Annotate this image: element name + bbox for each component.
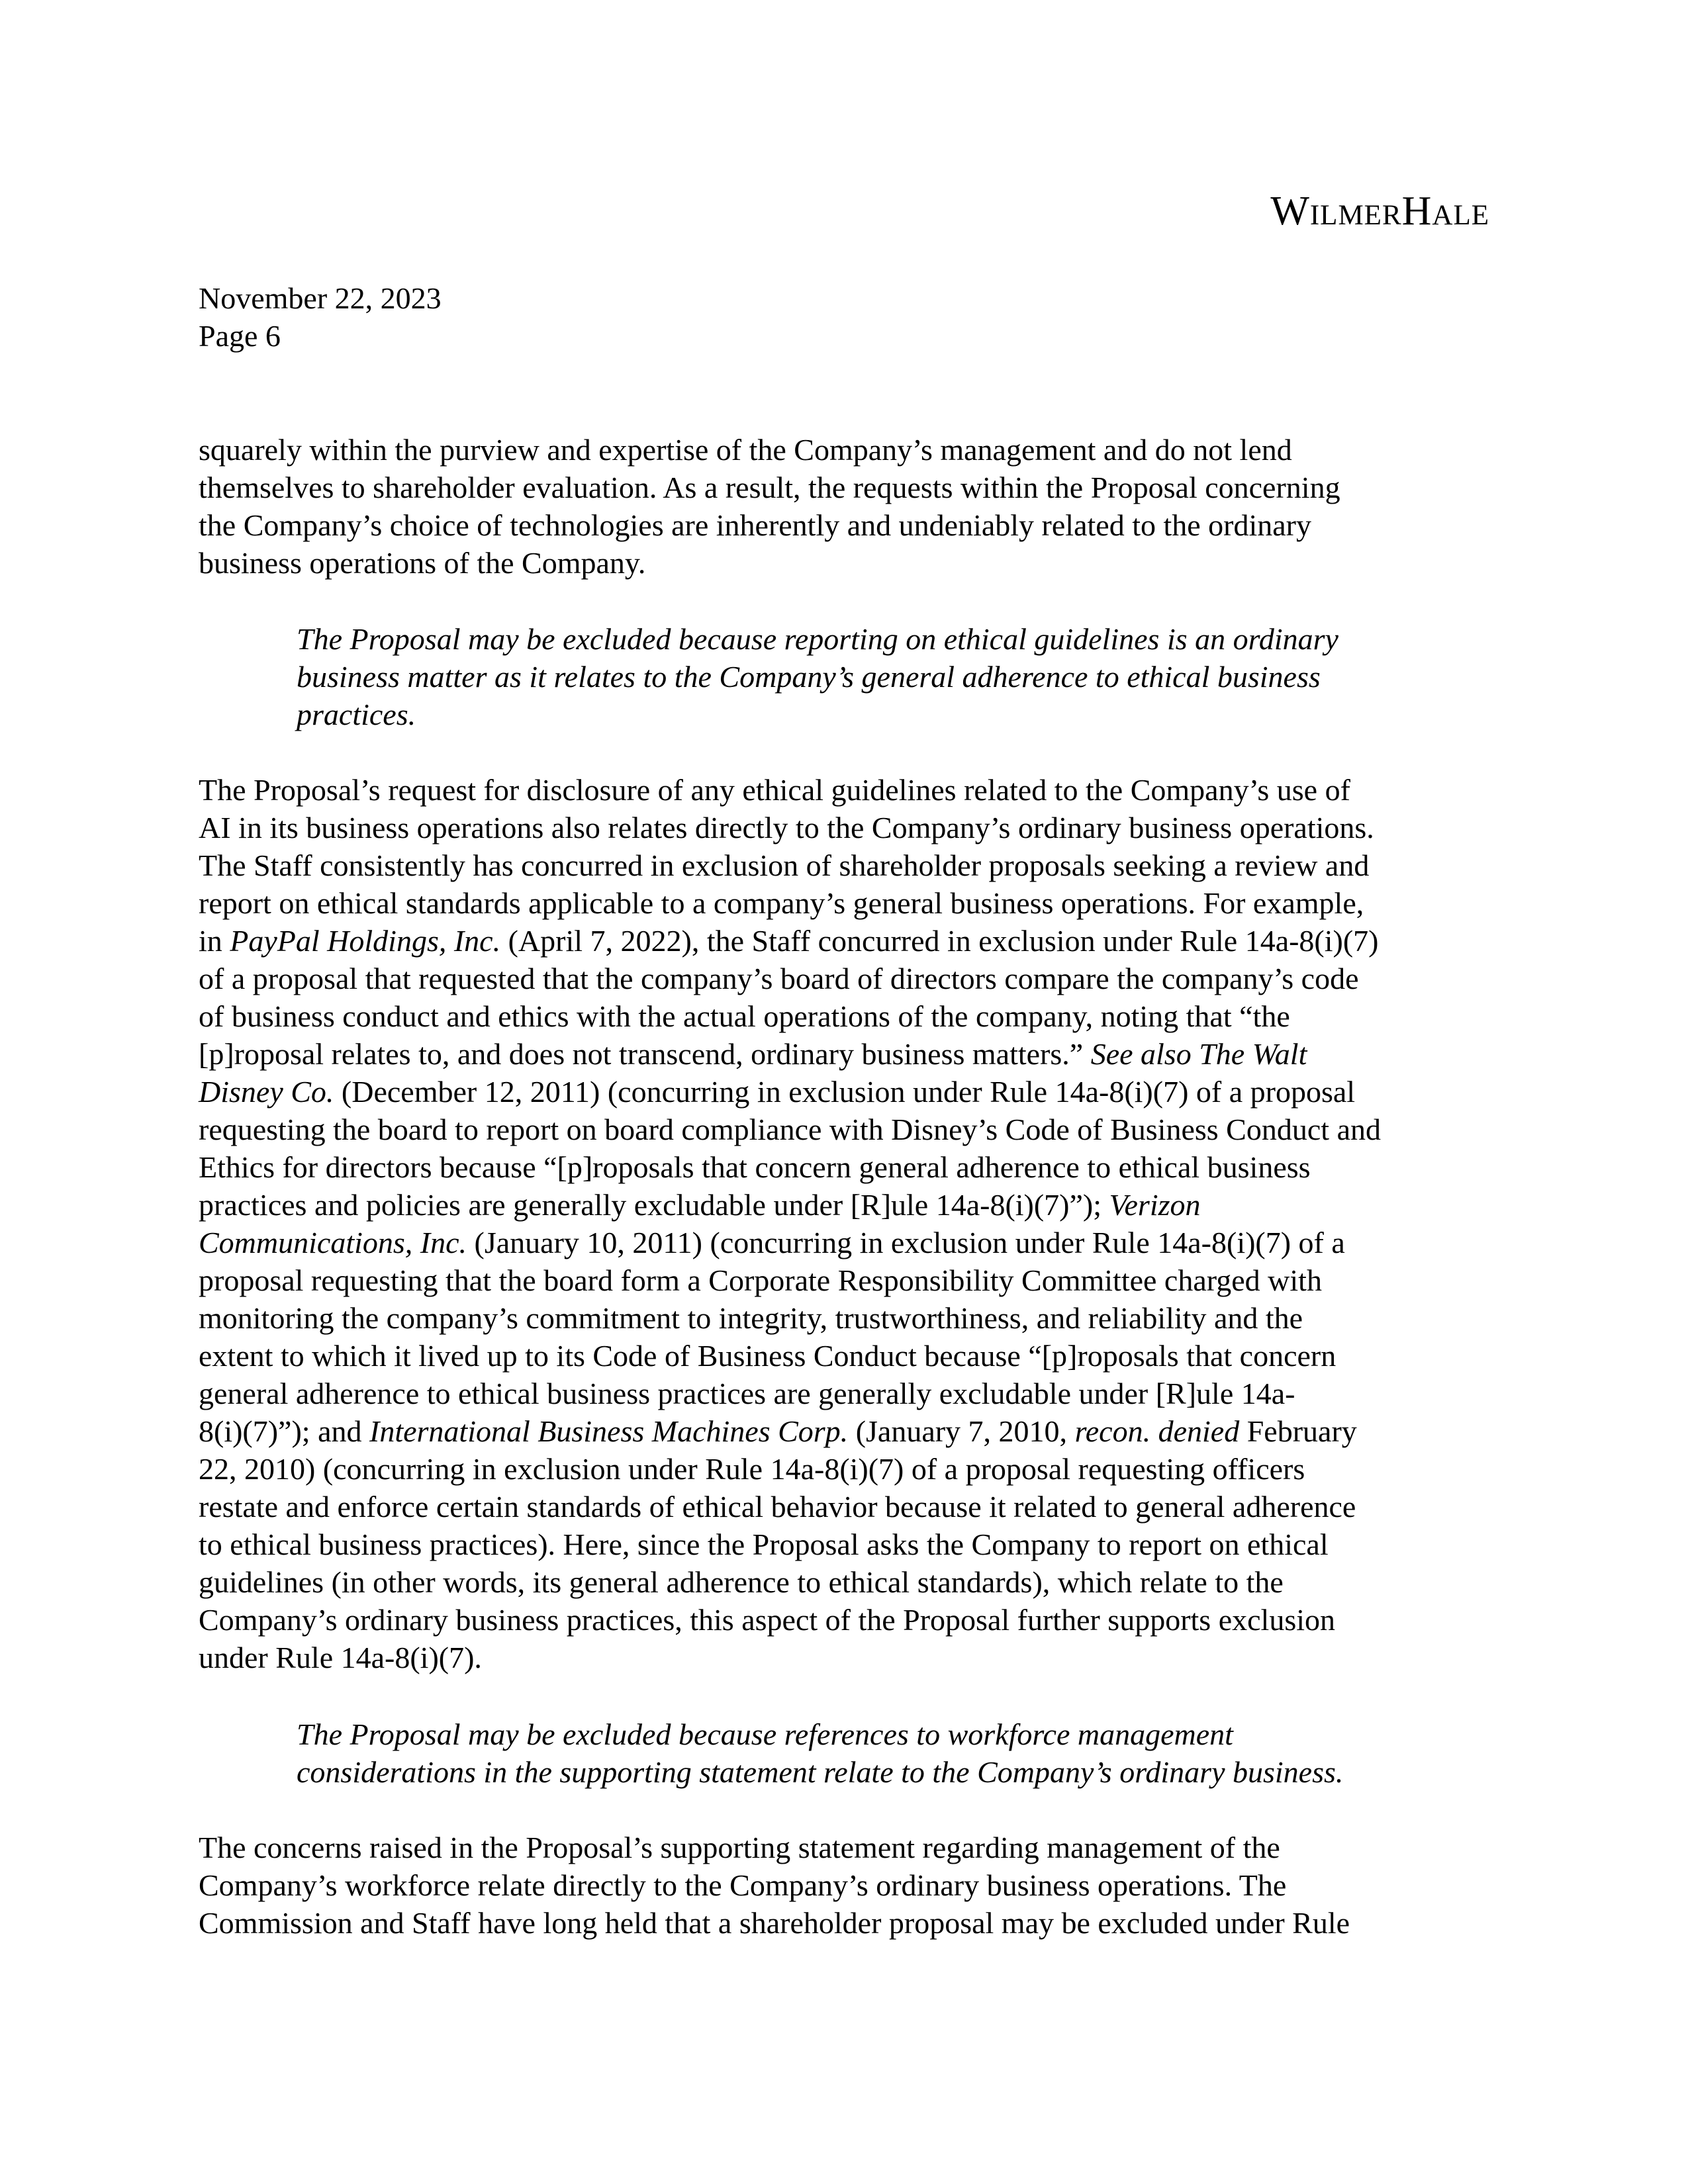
text-line: restate and enforce certain standards of ethical behavior because it related to general adherence xyxy=(199,1490,1356,1524)
text-line: The Proposal’s request for disclosure of any ethical guidelines related to the Company’s use of xyxy=(199,773,1350,807)
firm-logo: WilmerHale xyxy=(1270,189,1489,234)
text-line xyxy=(199,922,1489,960)
text-line: monitoring the company’s commitment to integrity, trustworthiness, and reliability and the xyxy=(199,1301,1303,1335)
text-line: Company’s ordinary business practices, this aspect of the Proposal further supports exclusion xyxy=(199,1603,1336,1637)
heading-line: considerations in the supporting statement relate to the Company’s ordinary business. xyxy=(297,1755,1344,1789)
text-line: of a proposal that requested that the company’s board of directors compare the company’s code xyxy=(199,962,1359,995)
text-segment: (January 10, 2011) (concurring in exclusion under Rule 14a-8(i)(7) of a xyxy=(467,1226,1345,1259)
text-line: Company’s workforce relate directly to the Company’s ordinary business operations. The xyxy=(199,1868,1287,1902)
text-line: 22, 2010) (concurring in exclusion under Rule 14a-8(i)(7) of a proposal requesting officers xyxy=(199,1452,1305,1486)
text-line: themselves to shareholder evaluation. As a result, the requests within the Proposal concerning xyxy=(199,471,1340,504)
letter-date: November 22, 2023 xyxy=(199,281,442,315)
text-line xyxy=(199,1073,1489,1111)
section-heading-ethical-guidelines xyxy=(297,620,1488,733)
paragraph-ethical-guidelines xyxy=(199,771,1489,1676)
text-segment: (April 7, 2022), the Staff concurred in exclusion under Rule 14a-8(i)(7) xyxy=(500,924,1379,958)
text-line: the Company’s choice of technologies are inherently and undeniably related to the ordinary xyxy=(199,508,1311,542)
text-line: The concerns raised in the Proposal’s supporting statement regarding management of the xyxy=(199,1831,1280,1864)
letter-header xyxy=(199,279,442,355)
paragraph-continued xyxy=(199,431,1489,582)
text-line: proposal requesting that the board form a Corporate Responsibility Committee charged with xyxy=(199,1263,1322,1297)
text-line: extent to which it lived up to its Code of Business Conduct because “[p]roposals that concern xyxy=(199,1339,1336,1373)
page-number: Page 6 xyxy=(199,319,281,353)
text-line: to ethical business practices). Here, since the Proposal asks the Company to report on ethical xyxy=(199,1527,1329,1561)
heading-line: The Proposal may be excluded because reporting on ethical guidelines is an ordinary xyxy=(297,622,1338,656)
case-citation: See also The Walt xyxy=(1090,1037,1307,1071)
case-citation: Disney Co. xyxy=(199,1075,334,1109)
citation-signal: recon. denied xyxy=(1074,1414,1240,1448)
heading-line: practices. xyxy=(297,698,416,731)
text-segment: (December 12, 2011) (concurring in exclusion under Rule 14a-8(i)(7) of a proposal xyxy=(334,1075,1356,1109)
text-line: report on ethical standards applicable to a company’s general business operations. For example, xyxy=(199,886,1364,920)
text-line xyxy=(199,1412,1489,1450)
case-citation: PayPal Holdings, Inc. xyxy=(230,924,501,958)
text-line: guidelines (in other words, its general adherence to ethical standards), which relate to the xyxy=(199,1565,1284,1599)
text-line xyxy=(199,1224,1489,1261)
text-line: general adherence to ethical business practices are generally excludable under [R]ule 14a- xyxy=(199,1377,1295,1410)
text-line: requesting the board to report on board compliance with Disney’s Code of Business Conduct and xyxy=(199,1113,1381,1146)
text-line: Commission and Staff have long held that a shareholder proposal may be excluded under Rule xyxy=(199,1906,1350,1940)
section-heading-workforce-management xyxy=(297,1715,1488,1791)
text-line: under Rule 14a-8(i)(7). xyxy=(199,1641,482,1674)
text-line: business operations of the Company. xyxy=(199,546,646,580)
paragraph-workforce-management xyxy=(199,1829,1489,1942)
text-segment: [p]roposal relates to, and does not transcend, ordinary business matters.” xyxy=(199,1037,1091,1071)
text-line xyxy=(199,1186,1489,1224)
text-segment: in xyxy=(199,924,230,958)
heading-line: business matter as it relates to the Company’s general adherence to ethical business xyxy=(297,660,1321,694)
text-line: of business conduct and ethics with the actual operations of the company, noting that “the xyxy=(199,999,1290,1033)
text-line: AI in its business operations also relates directly to the Company’s ordinary business operations. xyxy=(199,811,1374,844)
text-line: squarely within the purview and expertise of the Company’s management and do not lend xyxy=(199,433,1292,467)
text-segment: (January 7, 2010, xyxy=(848,1414,1075,1448)
heading-line: The Proposal may be excluded because references to workforce management xyxy=(297,1717,1233,1751)
case-citation: Verizon xyxy=(1109,1188,1201,1222)
text-line: The Staff consistently has concurred in exclusion of shareholder proposals seeking a review and xyxy=(199,848,1370,882)
case-citation: International Business Machines Corp. xyxy=(369,1414,849,1448)
text-line xyxy=(199,1035,1489,1073)
text-segment: 8(i)(7)”); and xyxy=(199,1414,369,1448)
text-segment: practices and policies are generally excludable under [R]ule 14a-8(i)(7)”); xyxy=(199,1188,1109,1222)
text-segment: February xyxy=(1239,1414,1357,1448)
case-citation: Communications, Inc. xyxy=(199,1226,467,1259)
text-line: Ethics for directors because “[p]roposals that concern general adherence to ethical business xyxy=(199,1150,1311,1184)
